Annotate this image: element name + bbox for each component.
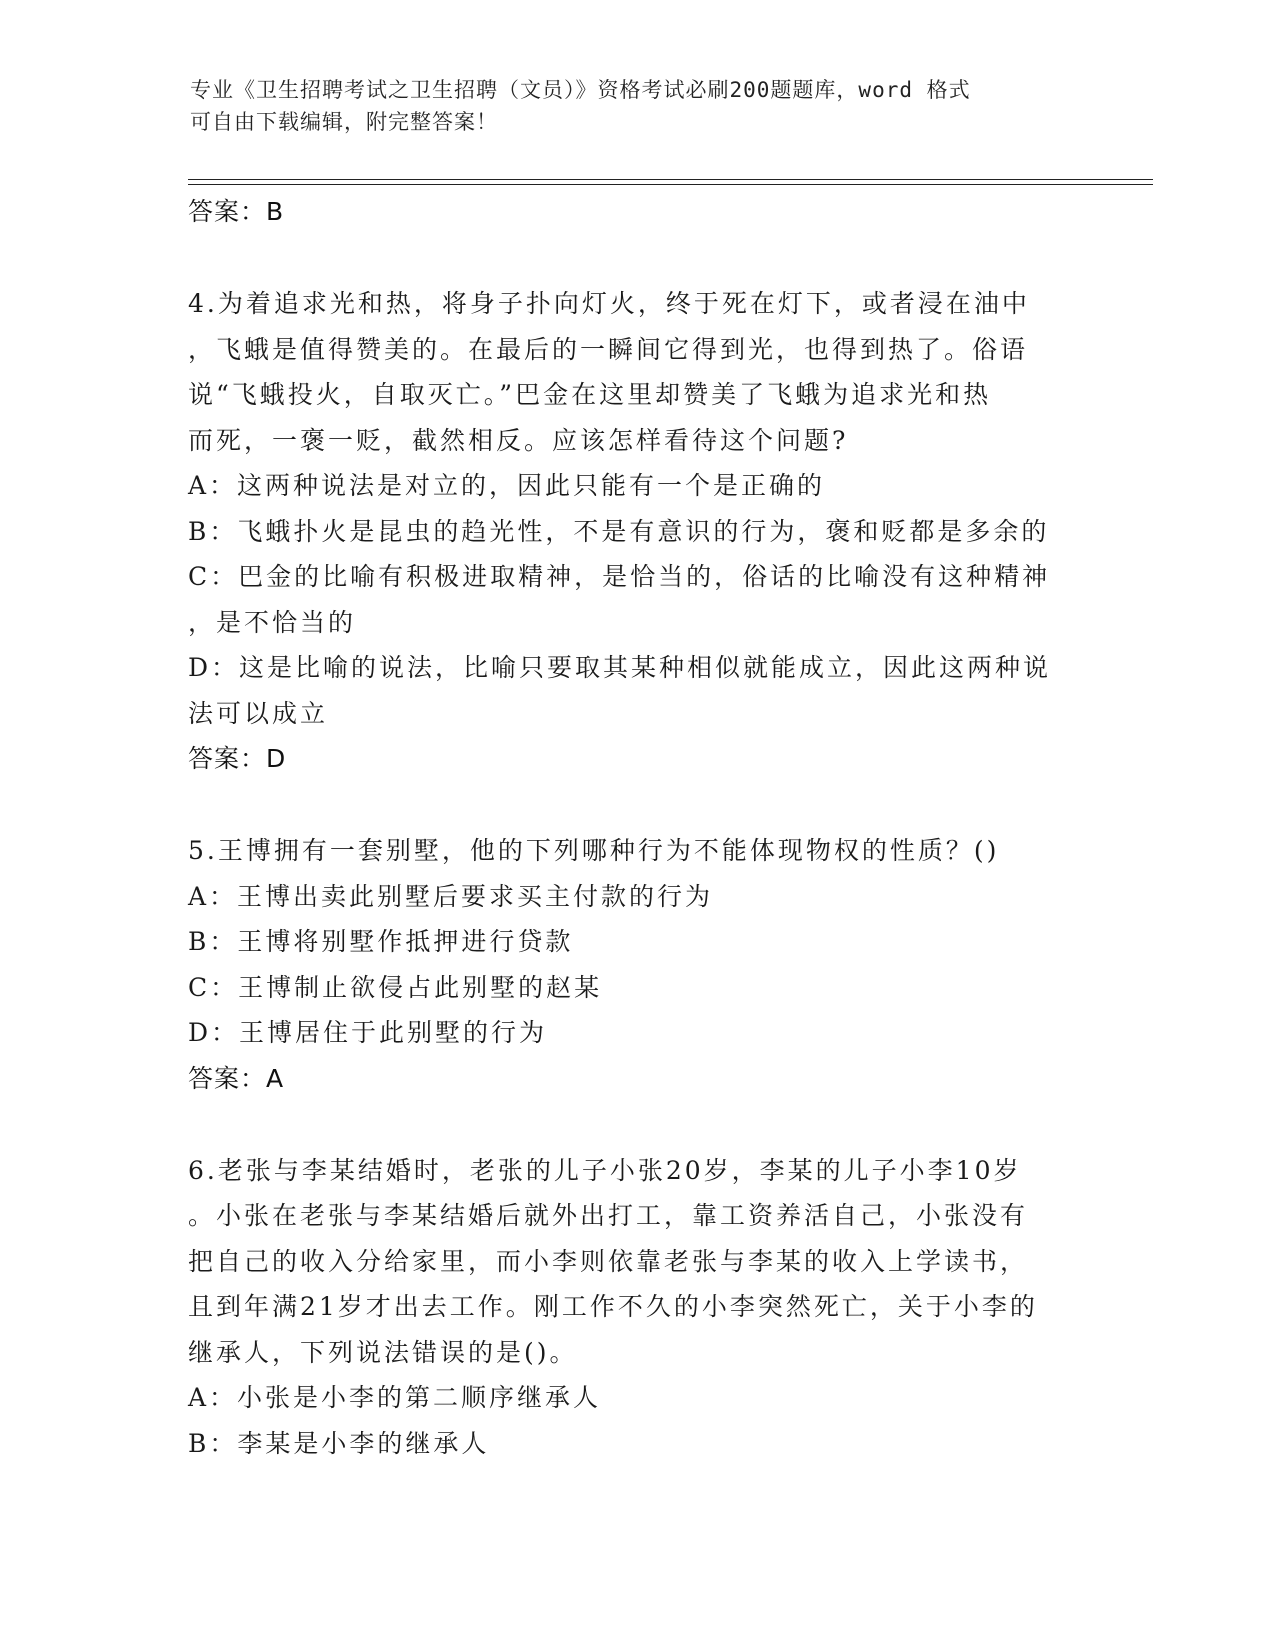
option-c: C：王博制止欲侵占此别墅的赵某 <box>188 972 603 1002</box>
question-block-4 <box>188 281 1088 782</box>
option-d-continued: 法可以成立 <box>188 698 329 728</box>
option-b: B：李某是小李的继承人 <box>188 1428 490 1458</box>
option-a: A：小张是小李的第二顺序继承人 <box>188 1383 602 1412</box>
question-text-line: 且到年满21岁才出去工作。刚工作不久的小李突然死亡，关于小李的 <box>188 1292 1038 1321</box>
question-text-line: 5.王博拥有一套别墅，他的下列哪种行为不能体现物权的性质？() <box>188 836 1000 865</box>
header-line-1: 专业《卫生招聘考试之卫生招聘（文员）》资格考试必刷200题题库，word 格式 <box>190 78 971 102</box>
question-text-line: ，飞蛾是值得赞美的。在最后的一瞬间它得到光，也得到热了。俗语 <box>188 334 1029 364</box>
header-line-2: 可自由下载编辑，附完整答案！ <box>190 110 498 134</box>
question-text-line: 6.老张与李某结婚时，老张的儿子小张20岁，李某的儿子小李10岁 <box>188 1155 1022 1185</box>
option-c: C：巴金的比喻有积极进取精神，是恰当的，俗话的比喻没有这种精神 <box>188 562 1051 591</box>
header-rule-bottom <box>188 184 1153 185</box>
option-a: A：这两种说法是对立的，因此只能有一个是正确的 <box>188 471 826 500</box>
question-block-6 <box>188 1148 1088 1467</box>
answer-line: 答案：D <box>188 744 287 773</box>
spacer <box>188 782 1088 828</box>
question-text-line: 4.为着追求光和热，将身子扑向灯火，终于死在灯下，或者浸在油中 <box>188 289 1030 318</box>
question-block-5 <box>188 828 1088 1102</box>
spacer <box>188 235 1088 281</box>
spacer <box>188 1102 1088 1148</box>
option-a: A：王博出卖此别墅后要求买主付款的行为 <box>188 881 714 911</box>
option-c-continued: ，是不恰当的 <box>188 607 357 637</box>
option-b: B：王博将别墅作抵押进行贷款 <box>188 927 574 956</box>
option-d: D：这是比喻的说法，比喻只要取其某种相似就能成立，因此这两种说 <box>188 653 1052 682</box>
question-text-line: 说“飞蛾投火，自取灭亡。”巴金在这里却赞美了飞蛾为追求光和热 <box>188 380 992 409</box>
answer-line: 答案：A <box>188 1063 285 1093</box>
question-text-line: 把自己的收入分给家里，而小李则依靠老张与李某的收入上学读书， <box>188 1246 1029 1276</box>
document-header <box>190 74 1070 138</box>
answer-line: 答案：B <box>188 197 285 226</box>
question-text-line: 继承人，下列说法错误的是()。 <box>188 1337 578 1367</box>
option-d: D：王博居住于此别墅的行为 <box>188 1018 548 1047</box>
previous-answer-block <box>188 189 1088 235</box>
question-list <box>188 189 1088 1466</box>
option-b: B：飞蛾扑火是昆虫的趋光性，不是有意识的行为，褒和贬都是多余的 <box>188 516 1050 546</box>
question-text-line: 。小张在老张与李某结婚后就外出打工，靠工资养活自己，小张没有 <box>188 1201 1029 1230</box>
question-text-line: 而死，一褒一贬，截然相反。应该怎样看待这个问题? <box>188 425 849 455</box>
header-rule-top <box>188 179 1153 180</box>
